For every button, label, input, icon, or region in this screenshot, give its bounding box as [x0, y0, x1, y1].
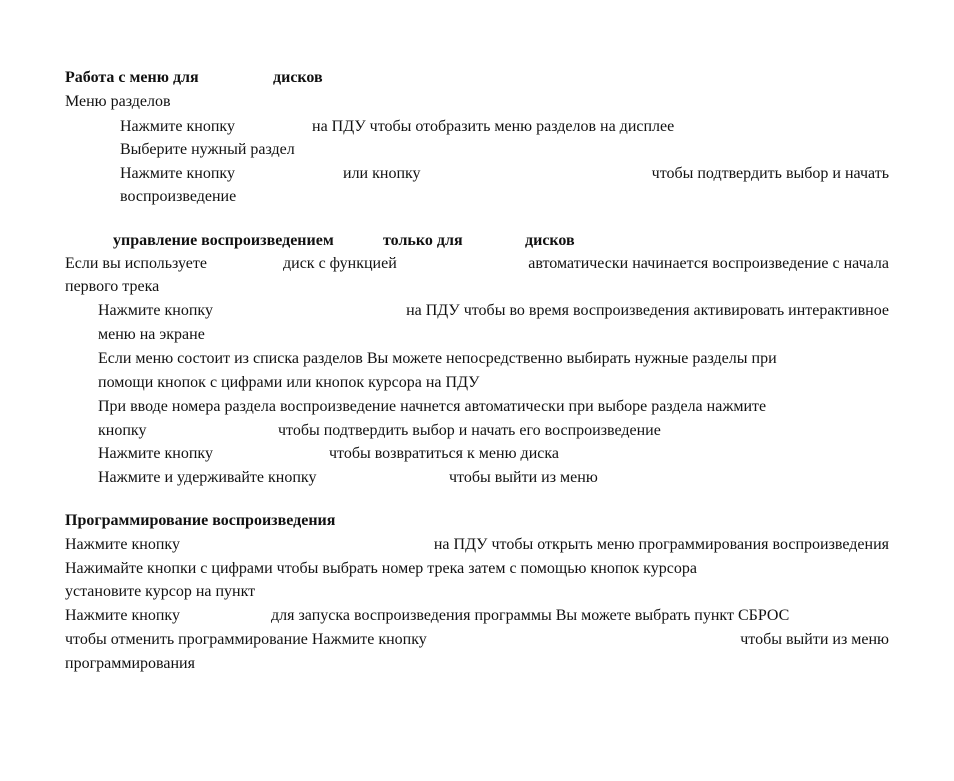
bullet3-text-a: При вводе номера раздела воспроизведение начнется автоматически при выборе раздела нажмите [98, 398, 767, 415]
bullet4-text-a: Нажмите кнопку [98, 445, 213, 462]
prog-line4-text-b: для запуска воспроизведения программы Вы можете выбрать пункт СБРОС [271, 607, 790, 624]
step3-text-b: или кнопку [343, 165, 421, 182]
para1-text-a: Если вы используете [65, 255, 207, 272]
para1-text-c: автоматически начинается воспроизведение с начала [528, 255, 889, 272]
step1-text-b: на ПДУ чтобы отобразить меню разделов на дисплее [312, 118, 675, 135]
bullet2-text-b: помощи кнопок с цифрами или кнопок курсора на ПДУ [98, 374, 480, 391]
prog-line6-text: программирования [65, 655, 195, 672]
step3-text-c: чтобы подтвердить выбор и начать [651, 165, 889, 182]
step3-text-a: Нажмите кнопку [120, 165, 235, 182]
section-heading-playback-c: дисков [525, 232, 575, 249]
prog-line3-text: установите курсор на пункт [65, 583, 256, 600]
prog-line4-text-a: Нажмите кнопку [65, 607, 180, 624]
prog-line1-text-b: на ПДУ чтобы открыть меню программирования воспроизведения [433, 536, 889, 553]
bullet1-text-b: на ПДУ чтобы во время воспроизведения активировать интерактивное [406, 302, 889, 319]
bullet4-text-b: чтобы возвратиться к меню диска [329, 445, 559, 462]
prog-line1-text-a: Нажмите кнопку [65, 536, 180, 553]
para1-text-d: первого трека [65, 278, 160, 295]
prog-line2-text: Нажимайте кнопки с цифрами чтобы выбрать номер трека затем с помощью кнопок курсора [65, 560, 697, 577]
para1-text-b: диск с функцией [283, 255, 397, 272]
bullet3-text-c: чтобы подтвердить выбор и начать его воспроизведение [278, 422, 661, 439]
bullet1-text-c: меню на экране [98, 326, 205, 343]
step1-text-a: Нажмите кнопку [120, 118, 235, 135]
section-heading-menu-b: дисков [273, 69, 323, 86]
section-heading-programming: Программирование воспроизведения [65, 512, 336, 529]
section-heading-playback-a: управление воспроизведением [113, 232, 334, 249]
step2-text: Выберите нужный раздел [120, 141, 295, 158]
bullet2-text-a: Если меню состоит из списка разделов Вы можете непосредственно выбирать нужные разделы при [98, 350, 777, 367]
section-heading-playback-b: только для [383, 232, 463, 249]
bullet5-text-b: чтобы выйти из меню [449, 469, 598, 486]
step3-text-d: воспроизведение [120, 188, 237, 205]
prog-line5-text-a: чтобы отменить программирование Нажмите кнопку [65, 631, 427, 648]
prog-line5-text-b: чтобы выйти из меню [740, 631, 889, 648]
section-heading-menu-a: Работа с меню для [65, 69, 199, 86]
bullet5-text-a: Нажмите и удерживайте кнопку [98, 469, 317, 486]
subheading-chapter-menu: Меню разделов [65, 93, 171, 110]
bullet1-text-a: Нажмите кнопку [98, 302, 213, 319]
bullet3-text-b: кнопку [98, 422, 147, 439]
